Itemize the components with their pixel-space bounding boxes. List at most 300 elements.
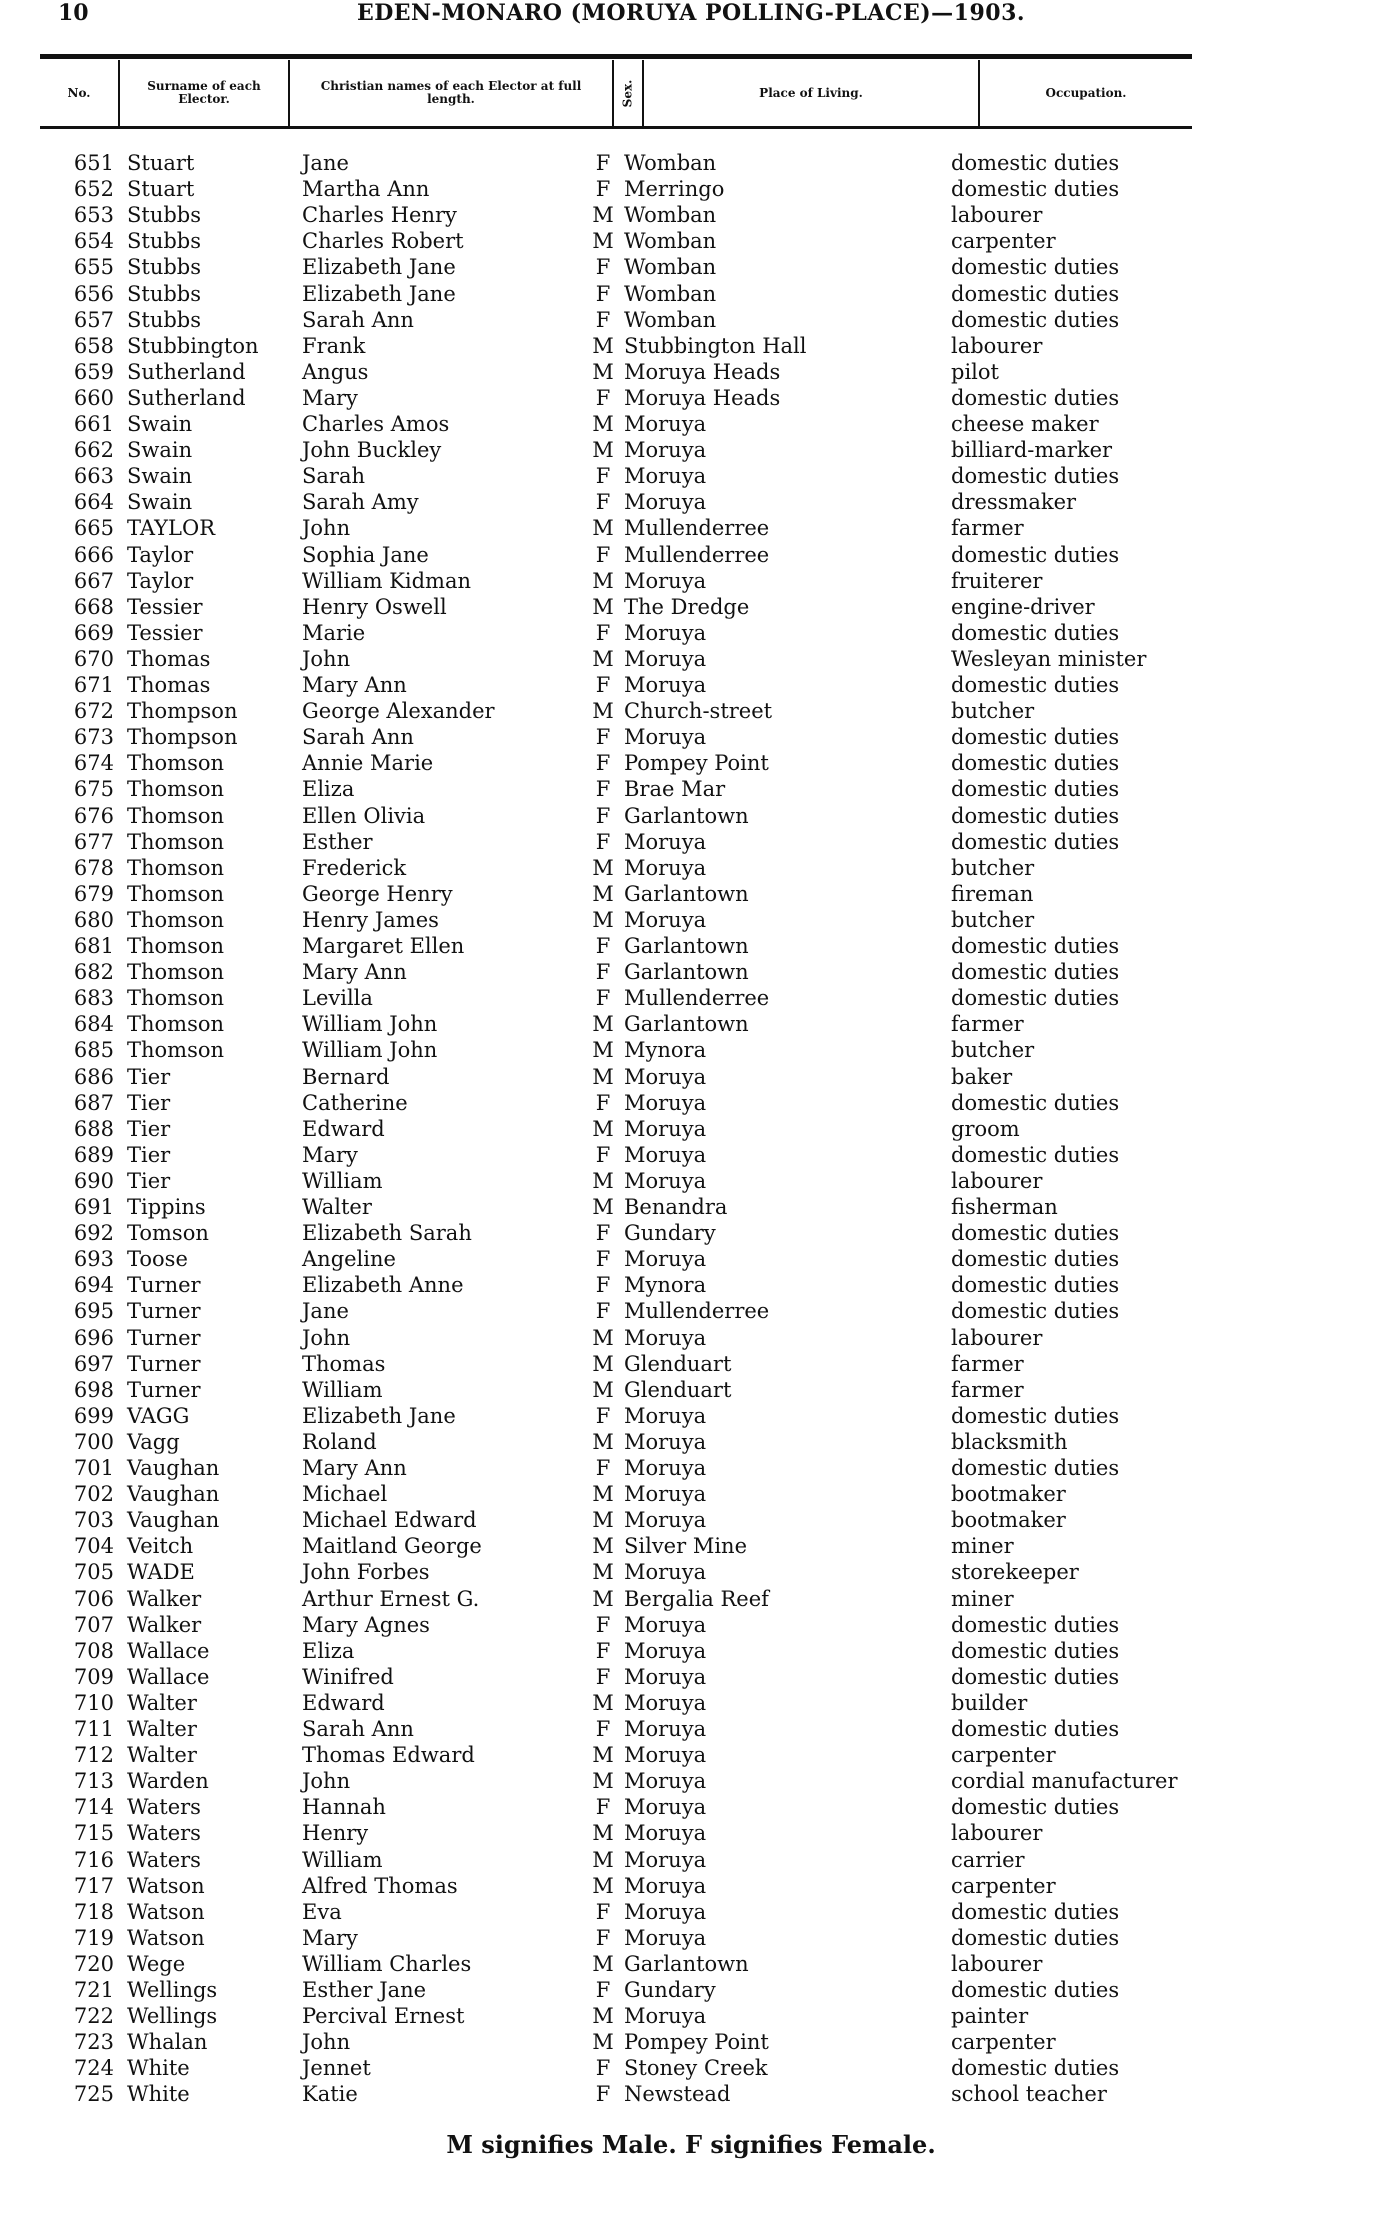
elector-sex: F bbox=[595, 1221, 611, 1246]
elector-surname: Thomson bbox=[127, 803, 225, 828]
elector-christian-names: Henry bbox=[302, 1821, 369, 1846]
elector-place: Moruya bbox=[624, 1116, 707, 1141]
elector-number: 723 bbox=[73, 2030, 114, 2055]
elector-number: 696 bbox=[73, 1325, 114, 1350]
elector-number: 651 bbox=[73, 151, 114, 175]
elector-sex: F bbox=[595, 542, 611, 567]
table-row bbox=[0, 385, 1382, 411]
elector-occupation: carpenter bbox=[951, 1743, 1056, 1768]
elector-christian-names: Charles Amos bbox=[302, 412, 450, 436]
elector-place: Moruya bbox=[624, 829, 707, 854]
elector-number: 714 bbox=[73, 1795, 114, 1820]
elector-christian-names: Charles Henry bbox=[302, 203, 457, 228]
elector-occupation: domestic duties bbox=[951, 1717, 1120, 1741]
elector-sex: M bbox=[592, 1012, 614, 1037]
elector-sex: F bbox=[595, 1899, 611, 1924]
elector-place: Moruya bbox=[624, 673, 707, 697]
elector-surname: Waters bbox=[127, 1821, 201, 1846]
elector-surname: TAYLOR bbox=[127, 516, 216, 541]
elector-number: 698 bbox=[73, 1377, 114, 1402]
elector-place: Garlantown bbox=[624, 803, 749, 828]
elector-occupation: dressmaker bbox=[951, 490, 1077, 515]
elector-christian-names: Percival Ernest bbox=[302, 2004, 465, 2029]
elector-surname: Swain bbox=[127, 490, 193, 515]
table-row bbox=[0, 1664, 1382, 1690]
elector-christian-names: Jane bbox=[302, 151, 349, 175]
elector-sex: M bbox=[592, 1325, 614, 1350]
elector-place: Mullenderree bbox=[624, 542, 770, 567]
elector-number: 709 bbox=[73, 1664, 114, 1689]
elector-sex: F bbox=[595, 464, 611, 489]
elector-place: Moruya bbox=[624, 855, 707, 880]
elector-surname: Taylor bbox=[127, 542, 194, 567]
elector-sex: F bbox=[595, 725, 611, 750]
elector-number: 687 bbox=[73, 1090, 114, 1115]
elector-surname: Tier bbox=[127, 1168, 171, 1193]
elector-sex: F bbox=[595, 1638, 611, 1663]
elector-surname: Thomson bbox=[127, 907, 225, 932]
sex-label: Sex. bbox=[620, 79, 635, 107]
elector-christian-names: Henry James bbox=[302, 907, 439, 932]
elector-christian-names: Sarah Ann bbox=[302, 725, 414, 750]
table-row bbox=[0, 1820, 1382, 1846]
elector-number: 683 bbox=[73, 986, 114, 1011]
elector-sex: F bbox=[595, 1090, 611, 1115]
elector-place: Brae Mar bbox=[624, 777, 726, 802]
header-top-rule bbox=[40, 54, 1192, 59]
elector-surname: Vaughan bbox=[127, 1456, 220, 1480]
header-bottom-rule bbox=[40, 126, 1192, 129]
table-row bbox=[0, 1768, 1382, 1794]
elector-sex: M bbox=[592, 359, 614, 384]
table-row bbox=[0, 2003, 1382, 2029]
elector-place: Moruya bbox=[624, 1429, 707, 1454]
elector-place: Moruya bbox=[624, 620, 707, 645]
elector-surname: Swain bbox=[127, 438, 193, 463]
elector-occupation: labourer bbox=[951, 1951, 1043, 1976]
elector-surname: Tier bbox=[127, 1116, 171, 1141]
table-row bbox=[0, 1455, 1382, 1481]
elector-number: 680 bbox=[73, 907, 114, 932]
elector-place: Moruya bbox=[624, 1142, 707, 1167]
elector-number: 707 bbox=[73, 1612, 114, 1637]
elector-christian-names: Elizabeth Sarah bbox=[302, 1221, 472, 1246]
table-row bbox=[0, 1481, 1382, 1507]
elector-number: 679 bbox=[73, 881, 114, 906]
elector-surname: Thomson bbox=[127, 751, 225, 776]
elector-occupation: butcher bbox=[951, 1038, 1035, 1063]
elector-place: Moruya bbox=[624, 1925, 707, 1950]
elector-christian-names: Sarah bbox=[302, 464, 365, 489]
column-header-occupation: Occupation. bbox=[1045, 85, 1127, 100]
elector-place: Moruya bbox=[624, 1821, 707, 1846]
elector-christian-names: Winifred bbox=[302, 1664, 394, 1689]
elector-surname: Watson bbox=[127, 1925, 205, 1950]
elector-occupation: domestic duties bbox=[951, 620, 1120, 645]
elector-occupation: labourer bbox=[951, 203, 1043, 228]
elector-place: Benandra bbox=[624, 1195, 728, 1219]
elector-christian-names: Sarah Ann bbox=[302, 1717, 414, 1741]
elector-surname: Watson bbox=[127, 1899, 205, 1924]
elector-occupation: carpenter bbox=[951, 229, 1056, 254]
elector-surname: Wellings bbox=[127, 1978, 218, 2002]
table-row bbox=[0, 881, 1382, 907]
elector-place: Moruya bbox=[624, 1899, 707, 1924]
elector-christian-names: William John bbox=[302, 1012, 438, 1037]
elector-christian-names: Jane bbox=[302, 1299, 349, 1324]
elector-number: 690 bbox=[73, 1168, 114, 1193]
elector-sex: F bbox=[595, 1978, 611, 2002]
elector-place: Moruya bbox=[624, 1769, 707, 1794]
elector-place: Moruya bbox=[624, 1795, 707, 1820]
elector-sex: M bbox=[592, 1429, 614, 1454]
elector-surname: Thomas bbox=[127, 673, 211, 697]
elector-place: Moruya bbox=[624, 646, 707, 671]
elector-surname: Turner bbox=[127, 1299, 201, 1324]
elector-sex: F bbox=[595, 1273, 611, 1298]
elector-sex: F bbox=[595, 1717, 611, 1741]
elector-place: Moruya bbox=[624, 1064, 707, 1089]
elector-occupation: pilot bbox=[951, 359, 999, 384]
elector-occupation: farmer bbox=[951, 1012, 1024, 1037]
elector-surname: Stubbs bbox=[127, 307, 202, 332]
elector-surname: Thomson bbox=[127, 986, 225, 1011]
elector-place: Glenduart bbox=[624, 1377, 732, 1402]
elector-sex: M bbox=[592, 1168, 614, 1193]
elector-sex: M bbox=[592, 438, 614, 463]
page-title: EDEN-MONARO (MORUYA POLLING-PLACE)—1903. bbox=[356, 0, 1026, 26]
elector-surname: Thomas bbox=[127, 646, 211, 671]
elector-occupation: billiard-marker bbox=[951, 438, 1113, 463]
elector-christian-names: John bbox=[302, 1325, 351, 1350]
table-row bbox=[0, 1011, 1382, 1037]
elector-occupation: domestic duties bbox=[951, 255, 1120, 280]
elector-surname: Turner bbox=[127, 1377, 201, 1402]
elector-number: 706 bbox=[73, 1586, 114, 1611]
elector-number: 716 bbox=[73, 1847, 114, 1872]
elector-occupation: bootmaker bbox=[951, 1508, 1066, 1533]
column-divider bbox=[288, 60, 290, 126]
elector-occupation: domestic duties bbox=[951, 385, 1120, 410]
table-row bbox=[0, 1142, 1382, 1168]
elector-christian-names: Frank bbox=[302, 333, 366, 358]
elector-number: 694 bbox=[73, 1273, 114, 1298]
elector-sex: M bbox=[592, 1038, 614, 1063]
elector-occupation: domestic duties bbox=[951, 829, 1120, 854]
elector-sex: M bbox=[592, 594, 614, 619]
elector-occupation: painter bbox=[951, 2004, 1029, 2029]
elector-christian-names: Mary bbox=[302, 1925, 358, 1950]
elector-occupation: domestic duties bbox=[951, 777, 1120, 802]
elector-sex: F bbox=[595, 829, 611, 854]
elector-christian-names: Angeline bbox=[302, 1247, 396, 1272]
elector-number: 659 bbox=[73, 359, 114, 384]
elector-surname: Swain bbox=[127, 412, 193, 436]
elector-christian-names: John Buckley bbox=[302, 438, 442, 463]
table-row bbox=[0, 855, 1382, 881]
elector-place: Moruya bbox=[624, 1090, 707, 1115]
table-row bbox=[0, 176, 1382, 202]
elector-number: 725 bbox=[73, 2082, 114, 2107]
table-row bbox=[0, 568, 1382, 594]
table-row bbox=[0, 1612, 1382, 1638]
elector-christian-names: Annie Marie bbox=[302, 751, 434, 776]
elector-place: Womban bbox=[624, 281, 717, 306]
elector-christian-names: Roland bbox=[302, 1429, 377, 1454]
elector-occupation: domestic duties bbox=[951, 177, 1120, 202]
elector-place: Moruya bbox=[624, 907, 707, 932]
elector-sex: M bbox=[592, 1951, 614, 1976]
elector-christian-names: Angus bbox=[302, 359, 369, 384]
elector-surname: Walker bbox=[127, 1612, 202, 1637]
elector-number: 708 bbox=[73, 1638, 114, 1663]
elector-occupation: carrier bbox=[951, 1847, 1025, 1872]
elector-surname: Waters bbox=[127, 1847, 201, 1872]
elector-number: 717 bbox=[73, 1873, 114, 1898]
table-row bbox=[0, 515, 1382, 541]
elector-surname: Sutherland bbox=[127, 359, 246, 384]
elector-occupation: labourer bbox=[951, 1168, 1043, 1193]
elector-sex: F bbox=[595, 803, 611, 828]
elector-number: 658 bbox=[73, 333, 114, 358]
elector-sex: M bbox=[592, 333, 614, 358]
table-header bbox=[40, 60, 1192, 126]
column-divider bbox=[612, 60, 614, 126]
elector-christian-names: Sophia Jane bbox=[302, 542, 429, 567]
elector-occupation: domestic duties bbox=[951, 1090, 1120, 1115]
elector-place: Church-street bbox=[624, 699, 773, 724]
elector-place: Moruya bbox=[624, 1638, 707, 1663]
elector-place: Moruya bbox=[624, 412, 707, 436]
elector-number: 693 bbox=[73, 1247, 114, 1272]
elector-sex: M bbox=[592, 1534, 614, 1559]
elector-occupation: domestic duties bbox=[951, 1273, 1120, 1298]
elector-surname: Turner bbox=[127, 1351, 201, 1376]
elector-christian-names: John bbox=[302, 646, 351, 671]
elector-occupation: domestic duties bbox=[951, 1299, 1120, 1324]
elector-surname: Vaughan bbox=[127, 1508, 220, 1533]
table-row bbox=[0, 1533, 1382, 1559]
elector-sex: M bbox=[592, 1586, 614, 1611]
elector-surname: Walter bbox=[127, 1717, 197, 1741]
elector-number: 689 bbox=[73, 1142, 114, 1167]
elector-occupation: domestic duties bbox=[951, 751, 1120, 776]
elector-christian-names: Thomas Edward bbox=[302, 1743, 475, 1768]
elector-christian-names: Thomas bbox=[302, 1351, 386, 1376]
elector-surname: Walter bbox=[127, 1690, 197, 1715]
elector-number: 665 bbox=[73, 516, 114, 541]
elector-occupation: domestic duties bbox=[951, 2056, 1120, 2081]
elector-sex: M bbox=[592, 2030, 614, 2055]
elector-place: Stubbington Hall bbox=[624, 333, 807, 358]
elector-place: Moruya bbox=[624, 1325, 707, 1350]
table-row bbox=[0, 1794, 1382, 1820]
elector-number: 700 bbox=[73, 1429, 114, 1454]
elector-number: 721 bbox=[73, 1978, 114, 2002]
elector-number: 697 bbox=[73, 1351, 114, 1376]
elector-surname: Taylor bbox=[127, 568, 194, 593]
table-row bbox=[0, 1559, 1382, 1585]
elector-occupation: farmer bbox=[951, 1351, 1024, 1376]
elector-sex: M bbox=[592, 1560, 614, 1585]
elector-surname: Whalan bbox=[127, 2030, 208, 2055]
elector-sex: M bbox=[592, 412, 614, 436]
elector-surname: Wallace bbox=[127, 1664, 210, 1689]
elector-occupation: domestic duties bbox=[951, 1638, 1120, 1663]
elector-occupation: labourer bbox=[951, 1821, 1043, 1846]
elector-surname: Veitch bbox=[127, 1534, 194, 1559]
table-row bbox=[0, 1298, 1382, 1324]
elector-occupation: bootmaker bbox=[951, 1482, 1066, 1507]
elector-sex: F bbox=[595, 2082, 611, 2107]
table-row bbox=[0, 489, 1382, 515]
elector-number: 675 bbox=[73, 777, 114, 802]
elector-surname: Tessier bbox=[127, 594, 203, 619]
elector-number: 718 bbox=[73, 1899, 114, 1924]
table-row bbox=[0, 1847, 1382, 1873]
elector-sex: F bbox=[595, 673, 611, 697]
elector-sex: F bbox=[595, 1612, 611, 1637]
elector-christian-names: John bbox=[302, 2030, 351, 2055]
elector-number: 688 bbox=[73, 1116, 114, 1141]
elector-number: 677 bbox=[73, 829, 114, 854]
elector-sex: F bbox=[595, 1925, 611, 1950]
elector-sex: M bbox=[592, 1195, 614, 1219]
elector-place: Moruya bbox=[624, 1873, 707, 1898]
column-header-sex bbox=[614, 60, 642, 126]
elector-occupation: fireman bbox=[951, 881, 1034, 906]
elector-place: Moruya bbox=[624, 1560, 707, 1585]
elector-christian-names: Marie bbox=[302, 620, 366, 645]
elector-occupation: domestic duties bbox=[951, 307, 1120, 332]
table-row bbox=[0, 2081, 1382, 2107]
elector-number: 671 bbox=[73, 673, 114, 697]
elector-christian-names: William bbox=[302, 1377, 383, 1402]
elector-occupation: fruiterer bbox=[951, 568, 1043, 593]
elector-occupation: domestic duties bbox=[951, 960, 1120, 985]
table-row bbox=[0, 620, 1382, 646]
elector-surname: Stubbington bbox=[127, 333, 259, 358]
elector-place: Newstead bbox=[624, 2082, 731, 2107]
elector-surname: Sutherland bbox=[127, 385, 246, 410]
elector-place: Garlantown bbox=[624, 1951, 749, 1976]
elector-place: Womban bbox=[624, 151, 717, 175]
elector-sex: M bbox=[592, 1508, 614, 1533]
elector-occupation: domestic duties bbox=[951, 281, 1120, 306]
table-row bbox=[0, 985, 1382, 1011]
table-row bbox=[0, 1246, 1382, 1272]
elector-number: 719 bbox=[73, 1925, 114, 1950]
elector-occupation: Wesleyan minister bbox=[951, 646, 1147, 671]
elector-sex: M bbox=[592, 1116, 614, 1141]
elector-number: 712 bbox=[73, 1743, 114, 1768]
table-row bbox=[0, 1873, 1382, 1899]
table-row bbox=[0, 1507, 1382, 1533]
elector-surname: Turner bbox=[127, 1325, 201, 1350]
elector-surname: Turner bbox=[127, 1273, 201, 1298]
table-row bbox=[0, 672, 1382, 698]
elector-place: Garlantown bbox=[624, 960, 749, 985]
column-divider bbox=[642, 60, 644, 126]
elector-number: 715 bbox=[73, 1821, 114, 1846]
elector-surname: Wallace bbox=[127, 1638, 210, 1663]
elector-place: Moruya bbox=[624, 1508, 707, 1533]
elector-occupation: fisherman bbox=[951, 1195, 1058, 1219]
elector-place: Pompey Point bbox=[624, 751, 769, 776]
elector-surname: Stuart bbox=[127, 151, 195, 175]
elector-number: 664 bbox=[73, 490, 114, 515]
table-row bbox=[0, 1977, 1382, 2003]
elector-surname: Thomson bbox=[127, 777, 225, 802]
elector-occupation: domestic duties bbox=[951, 1664, 1120, 1689]
elector-number: 669 bbox=[73, 620, 114, 645]
column-divider bbox=[118, 60, 120, 126]
table-row bbox=[0, 1064, 1382, 1090]
elector-occupation: domestic duties bbox=[951, 1221, 1120, 1246]
elector-sex: M bbox=[592, 1769, 614, 1794]
elector-surname: Thomson bbox=[127, 1038, 225, 1063]
elector-number: 674 bbox=[73, 751, 114, 776]
elector-christian-names: Michael Edward bbox=[302, 1508, 477, 1533]
elector-surname: Stubbs bbox=[127, 281, 202, 306]
elector-place: Garlantown bbox=[624, 934, 749, 958]
elector-surname: White bbox=[127, 2056, 190, 2081]
elector-christian-names: Bernard bbox=[302, 1064, 390, 1089]
table-row bbox=[0, 463, 1382, 489]
elector-sex: M bbox=[592, 203, 614, 228]
elector-number: 661 bbox=[73, 412, 114, 436]
elector-christian-names: Frederick bbox=[302, 855, 407, 880]
table-row bbox=[0, 803, 1382, 829]
elector-surname: Thomson bbox=[127, 960, 225, 985]
table-row bbox=[0, 254, 1382, 280]
elector-place: Moruya bbox=[624, 1690, 707, 1715]
elector-sex: M bbox=[592, 907, 614, 932]
elector-christian-names: Mary Ann bbox=[302, 673, 407, 697]
elector-christian-names: Esther bbox=[302, 829, 373, 854]
table-row bbox=[0, 307, 1382, 333]
column-header-christian-names: Christian names of each Elector at full length. bbox=[320, 79, 582, 106]
elector-sex: M bbox=[592, 516, 614, 541]
elector-christian-names: Sarah Ann bbox=[302, 307, 414, 332]
table-row bbox=[0, 1090, 1382, 1116]
table-row bbox=[0, 1037, 1382, 1063]
elector-place: Pompey Point bbox=[624, 2030, 769, 2055]
elector-surname: Thomson bbox=[127, 1012, 225, 1037]
table-row bbox=[0, 1899, 1382, 1925]
elector-place: Mynora bbox=[624, 1273, 707, 1298]
elector-occupation: domestic duties bbox=[951, 1403, 1120, 1428]
elector-sex: M bbox=[592, 1847, 614, 1872]
table-row bbox=[0, 698, 1382, 724]
elector-occupation: domestic duties bbox=[951, 1142, 1120, 1167]
elector-number: 654 bbox=[73, 229, 114, 254]
elector-place: Garlantown bbox=[624, 1012, 749, 1037]
elector-place: Bergalia Reef bbox=[624, 1586, 769, 1611]
elector-sex: F bbox=[595, 255, 611, 280]
elector-sex: F bbox=[595, 960, 611, 985]
elector-sex: M bbox=[592, 1743, 614, 1768]
elector-christian-names: Mary bbox=[302, 385, 358, 410]
table-row bbox=[0, 1742, 1382, 1768]
elector-number: 662 bbox=[73, 438, 114, 463]
elector-number: 663 bbox=[73, 464, 114, 489]
table-row bbox=[0, 1194, 1382, 1220]
elector-surname: White bbox=[127, 2082, 190, 2107]
elector-place: Moruya bbox=[624, 1664, 707, 1689]
elector-occupation: baker bbox=[951, 1064, 1013, 1089]
elector-christian-names: William Kidman bbox=[302, 568, 471, 593]
